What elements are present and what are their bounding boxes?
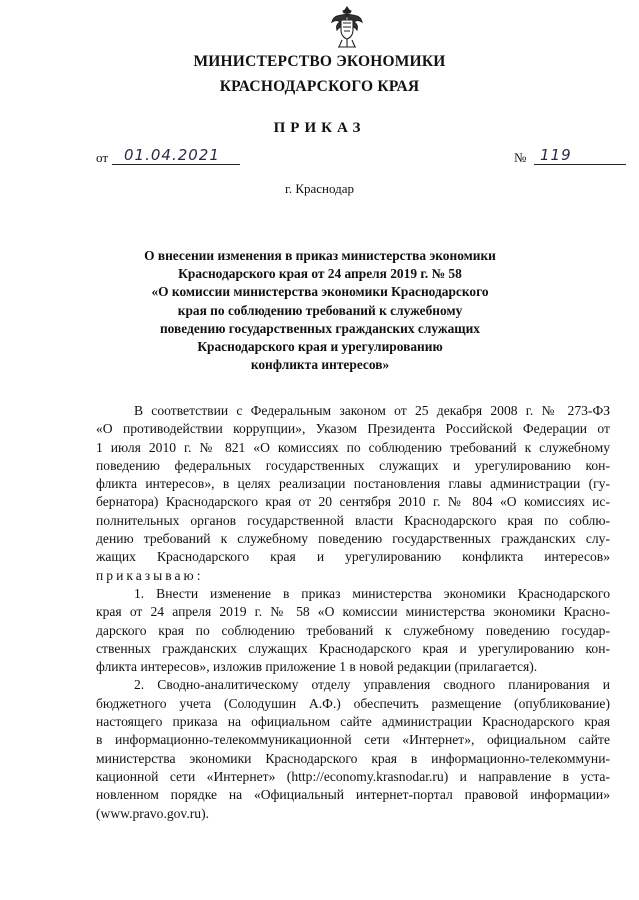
body-line: ственных гражданских служащих Краснодарского края и урегулированию кон- (96, 640, 610, 656)
document-type: ПРИКАЗ (273, 120, 366, 136)
body-line: дению требований к служебному поведению государственных гражданских слу- (96, 531, 610, 547)
body-line: бернатора) Краснодарского края от 20 сентября 2010 г. № 804 «О комиссиях ис- (96, 494, 610, 510)
body-line: 1. Внести изменение в приказ министерства экономики Краснодарского (134, 585, 610, 601)
date-underline (112, 164, 240, 165)
body-line: дарского края по соблюдению требований к служебному поведению государ- (96, 622, 610, 638)
body-line: полнительных органов государственной власти Краснодарского края по соблю- (96, 512, 610, 528)
body-line: 1 июля 2010 г. № 821 «О комиссиях по соблюдению требований к служебному (96, 439, 610, 455)
ministry-name-line1: МИНИСТЕРСТВО ЭКОНОМИКИ (193, 53, 446, 70)
body-line: кационной сети «Интернет» (http://economy.krasnodar.ru) и направление в уста- (96, 768, 610, 784)
subject-line: О внесении изменения в приказ министерства экономики (144, 248, 496, 263)
body-line: поведению федеральных государственных служащих и урегулированию кон- (96, 457, 610, 473)
body-line: новленном порядке на «Официальный интернет-портал правовой информации» (96, 787, 610, 803)
number-underline (534, 164, 626, 165)
date-value: 01.04.2021 (124, 146, 220, 164)
date-prefix: от (96, 150, 109, 165)
body-line: фликта интересов», в целях реализации постановления главы администрации (гу- (96, 476, 610, 492)
subject-line: поведению государственных гражданских служащих (159, 320, 481, 336)
body-line: жащих Краснодарского края и урегулированию конфликта интересов» (96, 549, 610, 565)
body-line-decree: приказываю: (96, 567, 204, 583)
body-line: бюджетного учета (Солодушин А.Ф.) обеспечить размещение (опубликование) (96, 695, 610, 711)
order-subject (80, 247, 560, 374)
body-line: настоящего приказа на официальном сайте администрации Краснодарского края (96, 714, 610, 730)
subject-line: Краснодарского края и урегулированию (197, 339, 443, 355)
subject-line: Краснодарского края от 24 апреля 2019 г. № 58 (178, 266, 462, 282)
body-line: фликта интересов», изложив приложение 1 в новой редакции (прилагается). (96, 659, 538, 675)
body-line: «О противодействии коррупции», Указом Президента Российской Федерации от (96, 421, 610, 437)
body-line: министерства экономики Краснодарского края в информационно-телекоммуни- (96, 750, 610, 766)
number-prefix: № (514, 150, 527, 165)
body-line: края от 24 апреля 2019 г. № 58 «О комиссии министерства экономики Красно- (96, 604, 610, 620)
body-line: 2. Сводно-аналитическому отделу управления сводного планирования и (134, 677, 610, 693)
city: г. Краснодар (284, 181, 355, 196)
body-line: В соответствии с Федеральным законом от 25 декабря 2008 г. № 273-ФЗ (134, 403, 610, 418)
subject-line: «О комиссии министерства экономики Краснодарского (151, 284, 489, 300)
body-line: (www.pravo.gov.ru). (96, 805, 209, 821)
coat-of-arms-icon (330, 4, 364, 50)
subject-line: края по соблюдению требований к служебному (177, 302, 463, 318)
ministry-name-line2: КРАСНОДАРСКОГО КРАЯ (219, 78, 420, 95)
number-value: 119 (540, 146, 572, 164)
body-line: в информационно-телекоммуникационной сети «Интернет», официальном сайте (96, 732, 610, 748)
order-body (96, 402, 610, 823)
subject-line: конфликта интересов» (250, 357, 390, 373)
